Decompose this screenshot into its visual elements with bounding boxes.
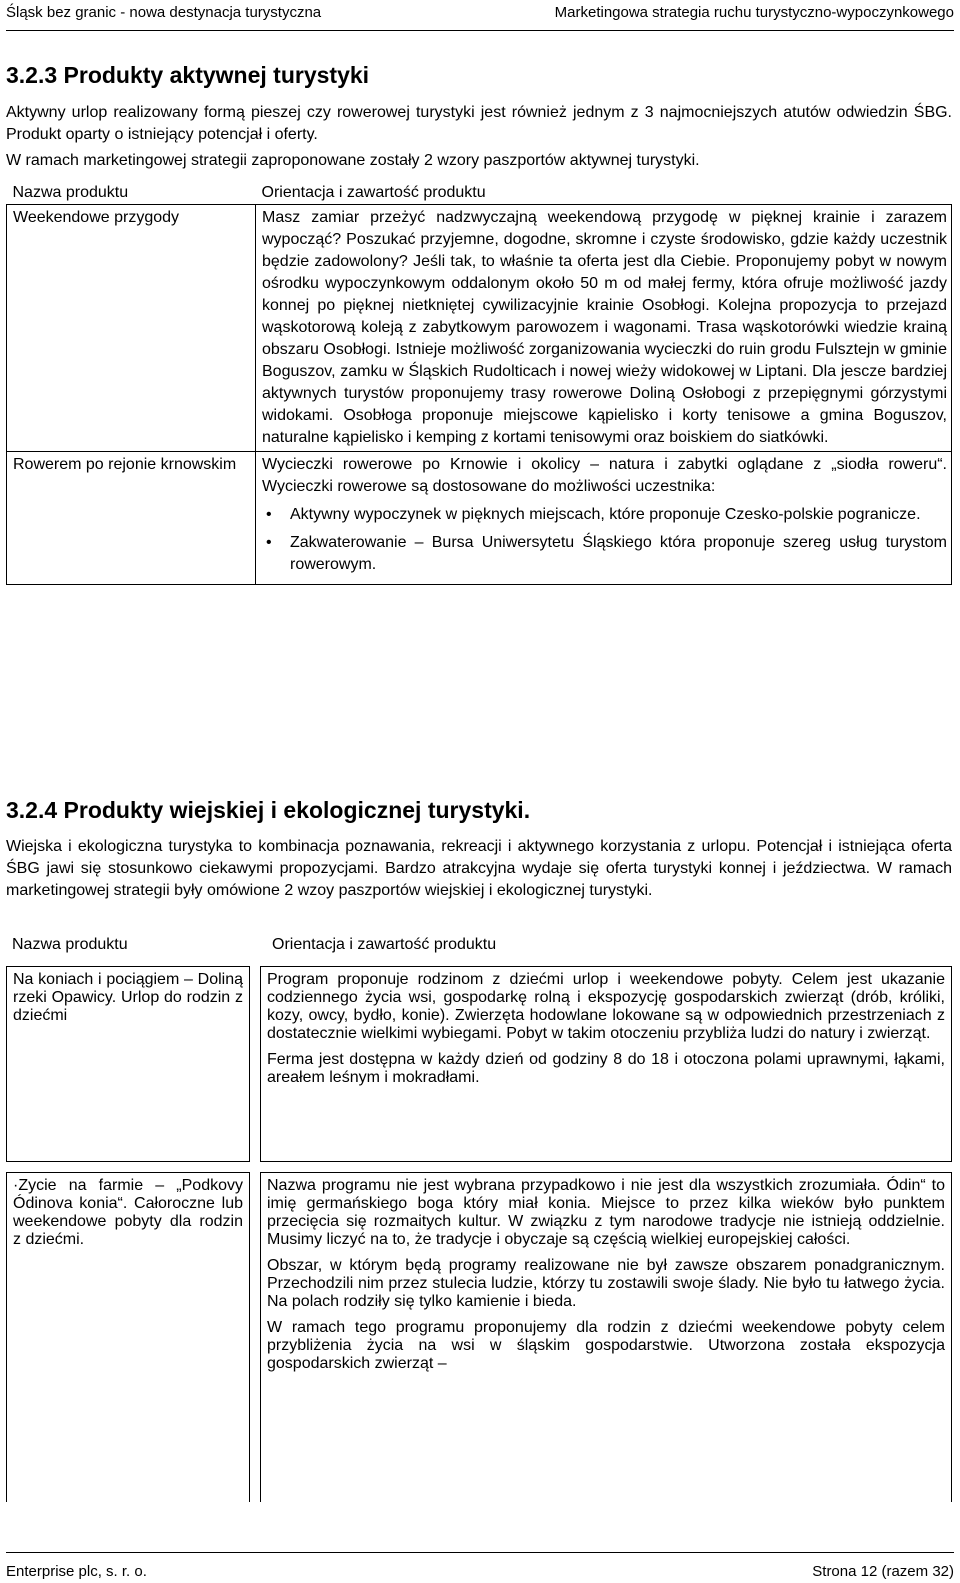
footer-left: Enterprise plc, s. r. o. [6,1563,147,1580]
table-row [7,452,952,585]
section1-intro [6,102,952,172]
col-header-desc: Orientacja i zawartość produktu [261,184,486,201]
product-desc-para: W ramach tego programu proponujemy dla rodzin z dziećmi weekendowe pobyty celem przybliżenia życia na wsi w śląskim gospodarstwie. Utworzona została ekspozycja gospodarskich zwierząt – [267,1319,945,1372]
product-desc-para: Obszar, w którym będą programy realizowane nie był zawsze obszarem ponadgranicznym. Przechodzili nim przez stulecia ludzie, którzy tu zostawili swoje ślady. Nie było tu łatwego życia. Na polach rodziły się tylko kamienie i bieda. [267,1257,945,1310]
table-header-row [6,934,952,956]
product-desc: Masz zamiar przeżyć nadzwyczajną weekendową przygodę w pięknej krainie i zarazem wypocząć? Poszukać przyjemne, dogodne, skromne i czyste środowisko, gdzie każdy uczestnik będzie zadowolony? Jeśli tak, to właśnie ta oferta jest dla Ciebie. Proponujemy pobyt w nowym ośrodku wypoczynkowym oddalonym około 50 m od małej fermy, która ofruje możliwość jazdy konnej po pięknej nietkniętej cywilizacyjnie krainie Osobłogi. Kolejna propozycja to przejazd wąskotorową koleją z zabytkowym parowozem i wagonami. Trasa wąskotorówki wiedzie krainą obszaru Osobłogi. Istnieje możliwość zorganizowania wycieczki do ruin grodu Fulsztejn w gminie Boguszov, zamku w Śląskich Rudolticach i nowej wieży widokowej w Liptani. Dla jescze bardziej aktywnych turystów proponujemy trasy rowerowe Doliną Osłobogi z przepięgnymi górzystymi widokami. Osobłoga proponuje miejscowe kąpielisko i korty tenisowe a gmina Boguszov, naturalne kąpielisko i kemping z kortami tenisowymi oraz boiskiem do siatkówki. [256,205,952,452]
table-row [7,205,952,452]
product-name: ·Zycie na farmie – „Podkovy Ódinova konia“. Całoroczne lub weekendowe pobyty dla rodzin z dziećmi. [6,1172,250,1502]
page-footer [6,1552,954,1580]
bullet-item: • Zakwaterowanie – Bursa Uniwersytetu Śląskiego która proponuje szereg usług turystom rowerowym. [290,532,947,576]
product-desc-text: Wycieczki rowerowe po Krnowie i okolicy – natura i zabytki oglądane z „siodła roweru“. Wycieczki rowerowe są dostosowane do możliwości uczestnika: [262,456,947,495]
section-heading-rural: 3.2.4 Produkty wiejskiej i ekologicznej turystyki. [6,797,531,823]
section2-intro-text: Wiejska i ekologiczna turystyka to kombinacja poznawania, rekreacji i aktywnego korzystania z urlopu. Potencjał i istniejąca oferta ŚBG jawi się stosunkowo ciekawymi propozycjami. Bardzo atrakcyjna wydaje się oferta turystyki konnej i jeździectwa. W ramach marketingowej strategii były omówione 2 wzoy paszportów wiejskiej i ekologicznej turystyki. [6,838,952,899]
section1-intro-1: Aktywny urlop realizowany formą pieszej czy rowerowej turystyki jest również jednym z 3 najmocniejszych atutów odwiedzin ŚBG. Produkt oparty o istniejący potencjał i oferty. [6,104,952,143]
product-desc-para: Ferma jest dostępna w każdy dzień od godziny 8 do 18 i otoczona polami uprawnymi, łąkami, areałem leśnym i mokradłami. [267,1051,945,1086]
section2-intro [6,836,952,902]
col-header-desc: Orientacja i zawartość produktu [272,936,497,953]
table-header-row [7,180,952,205]
product-name: Weekendowe przygody [7,205,256,452]
section1-intro-2: W ramach marketingowej strategii zaproponowane zostały 2 wzory paszportów aktywnej turystyki. [6,152,700,169]
product-name: Rowerem po rejonie krnowskim [7,452,256,585]
page-header [6,4,954,31]
bullet-item: • Aktywny wypoczynek w pięknych miejscach, które proponuje Czesko-polskie pogranicze. [290,504,947,526]
header-right: Marketingowa strategia ruchu turystyczno-wypoczynkowego [554,4,954,21]
col-header-name: Nazwa produktu [12,936,128,953]
rural-products-table [6,934,952,956]
header-left: Śląsk bez granic - nowa destynacja turystyczna [6,4,322,21]
footer-page-number: Strona 12 (razem 32) [812,1563,954,1580]
product-desc [256,452,952,585]
col-header-name: Nazwa produktu [12,184,129,201]
product-desc-para: Program proponuje rodzinom z dziećmi urlop i weekendowe pobyty. Celem jest ukazanie codziennego życia wsi, gospodarkę rolną i ekspozycję gospodarskich zwierząt (drób, króliki, kozy, owcy, bydło, konie). Zwierzęta hodowlane lokowane są w odpowiednich przestrzeniach z dostatecznie wielkimi wybiegami. Pobyt w takim otoczeniu przybliża ludzi do natury i zwierząt. [267,971,945,1042]
product-desc [260,966,952,1162]
product-desc-para: Nazwa programu nie jest wybrana przypadkowo i nie jest dla wszystkich zrozumiała. Ódin“ to imię germańskiego boga który miał konia. Miejsce to przez kilka wieków było punktem przecięcia się rozmaitych kultur. W związku z tym narodowe tradycje nie istnieją oddzielnie. Musimy liczyć na to, że tradycje i obyczaje są częścią wielkiej europejskiej całości. [267,1177,945,1248]
product-desc [260,1172,952,1502]
bullet-list [262,504,947,576]
section-heading-active: 3.2.3 Produkty aktywnej turystyki [6,62,370,88]
product-name: Na koniach i pociągiem – Doliną rzeki Opawicy. Urlop do rodzin z dziećmi [6,966,250,1162]
active-products-table [6,180,952,585]
